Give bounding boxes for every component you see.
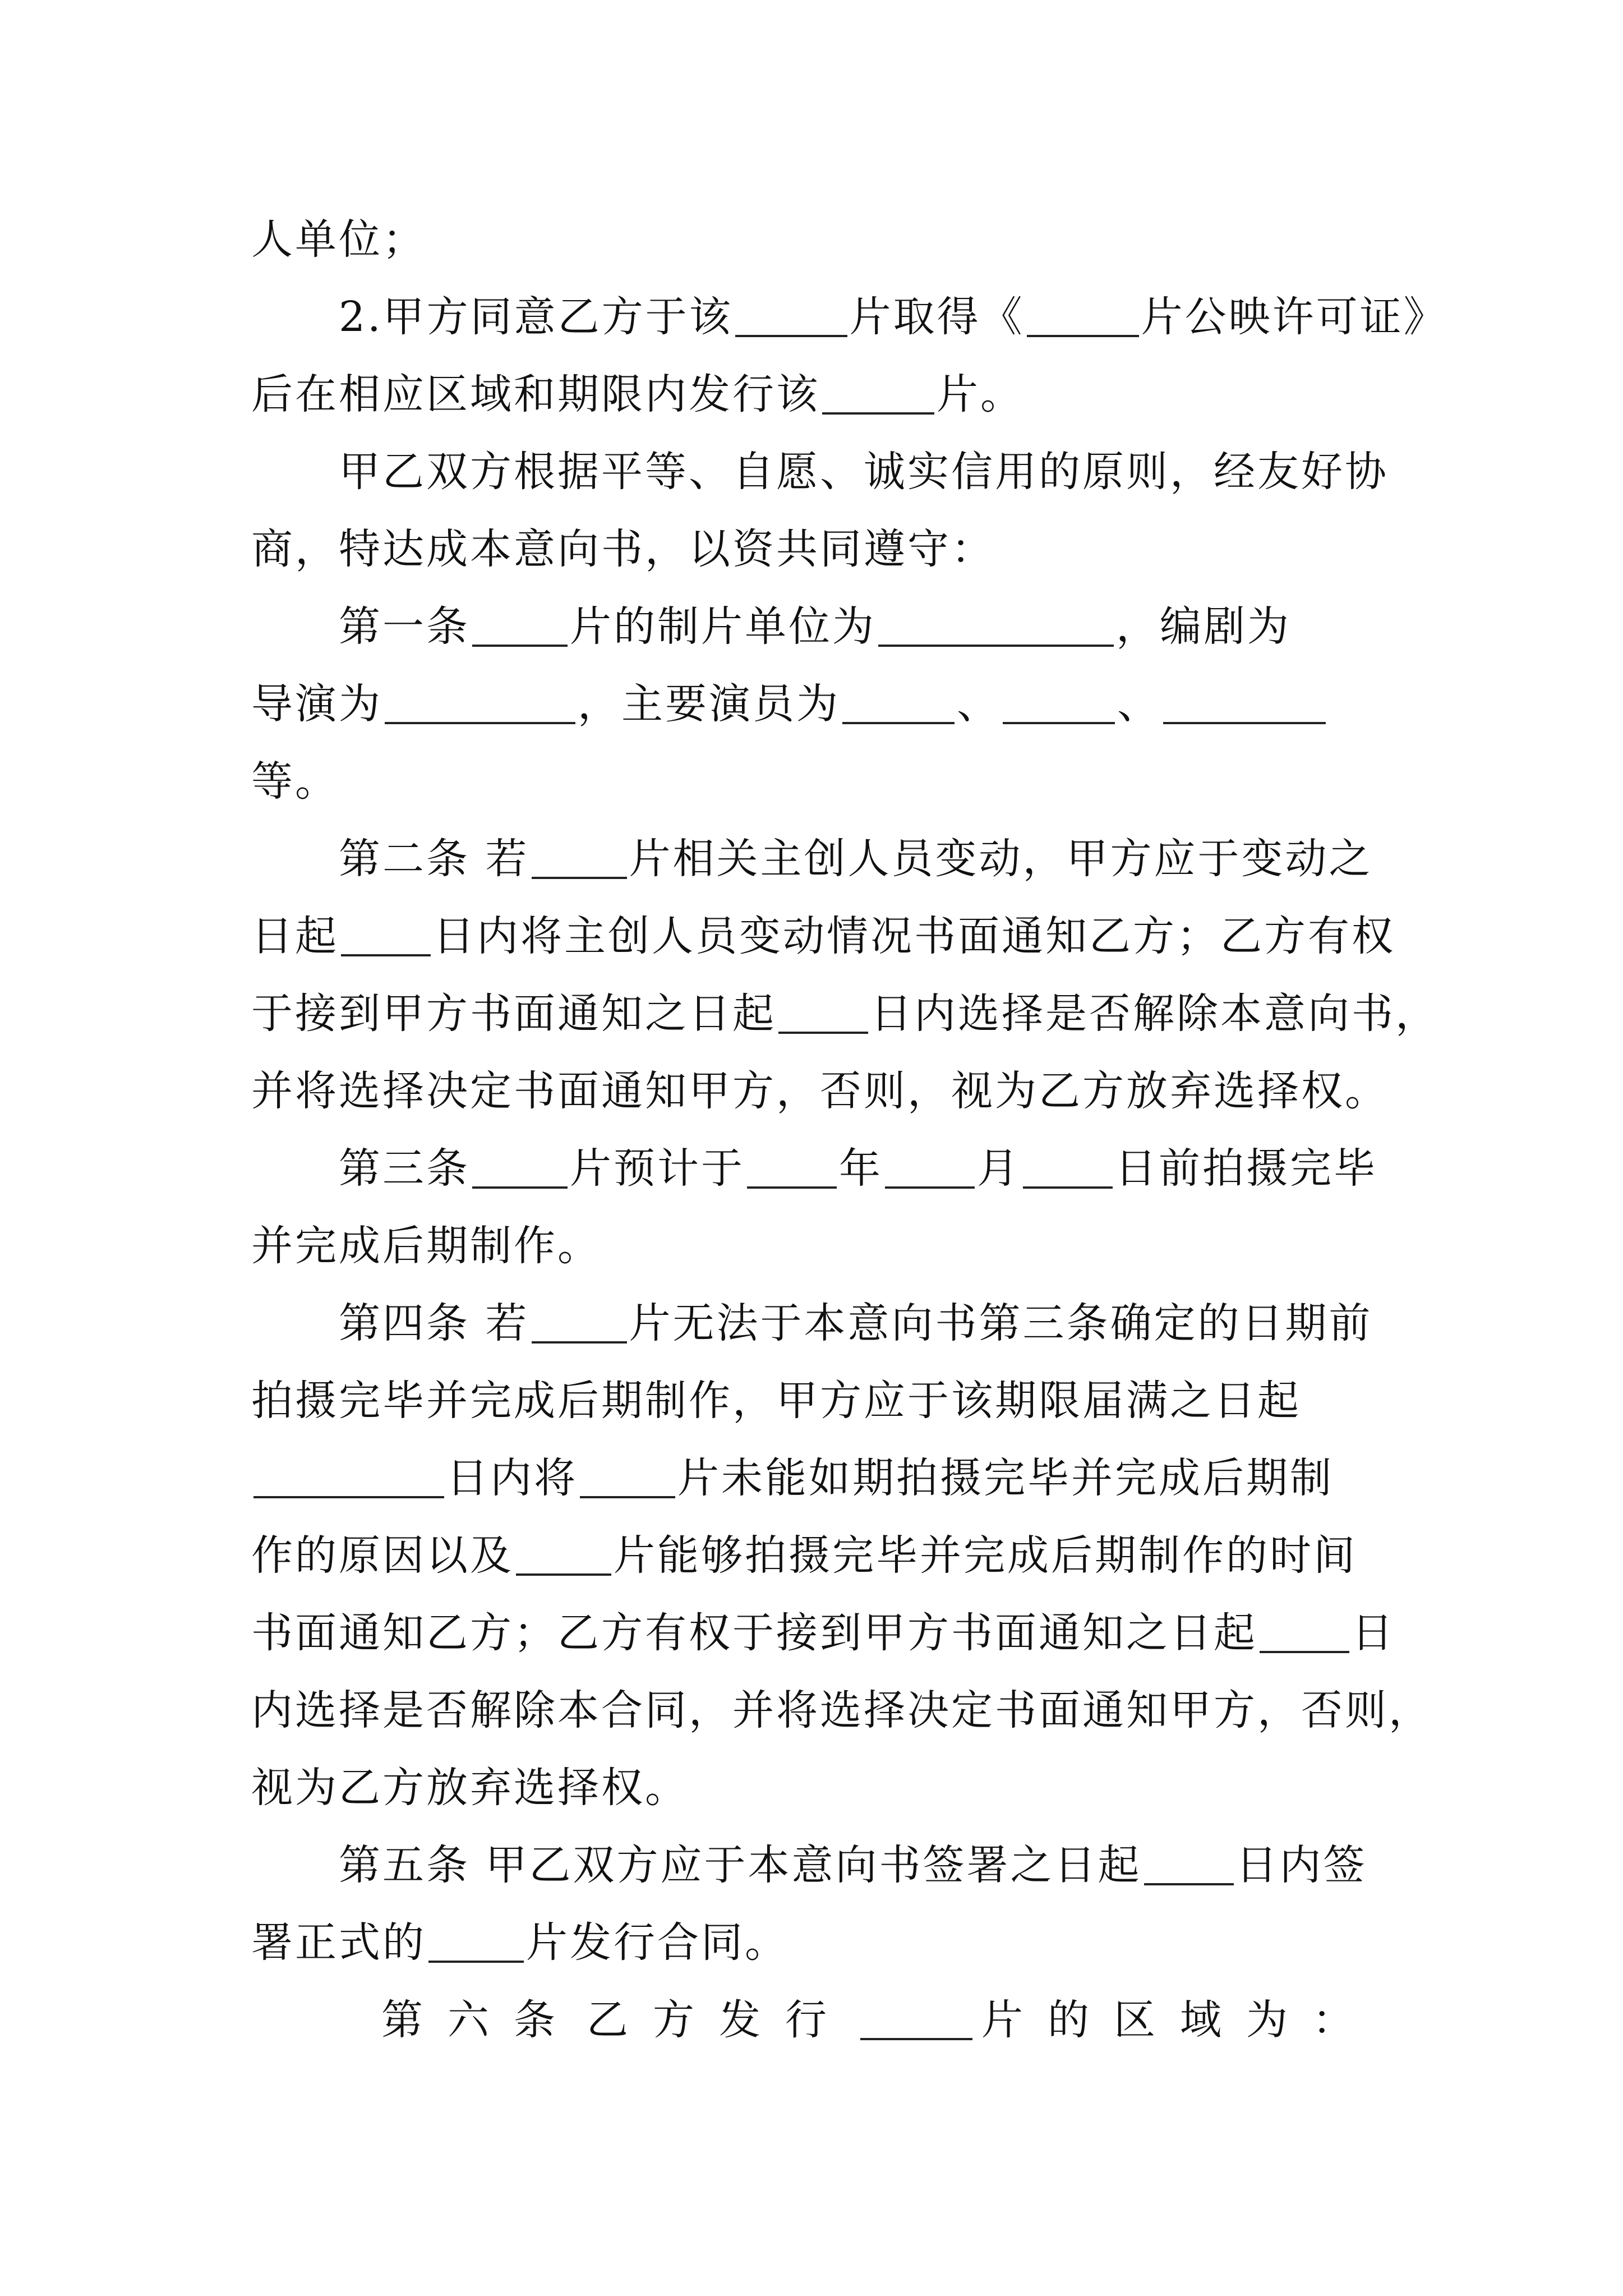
fill-blank: [1003, 684, 1115, 724]
text-line: [251, 1912, 1378, 1973]
fill-blank: [341, 916, 431, 956]
line-text: 日内将: [446, 1454, 578, 1502]
line-text: 拍摄完毕并完成后期制作，甲方应于该期限届满之日起: [251, 1377, 1301, 1425]
line-text: 2.甲方同意乙方于该: [339, 293, 733, 341]
text-line: [251, 1680, 1432, 1741]
line-text: 片发行合同。: [526, 1918, 789, 1967]
text-line: [251, 905, 1395, 967]
fill-blank: [842, 684, 955, 724]
text-line: [251, 751, 1378, 812]
line-text: 第三条: [339, 1144, 470, 1193]
fill-blank: [580, 1458, 675, 1498]
text-line: [339, 1292, 1378, 1354]
line-text: 人单位；: [251, 215, 426, 264]
fill-blank: [735, 297, 847, 337]
text-line: [251, 1757, 1378, 1819]
line-text: 后在相应区域和期限内发行该: [251, 370, 820, 418]
line-text: 片公映许可证》: [1141, 293, 1447, 341]
line-text: 作的原因以及: [251, 1531, 514, 1580]
line-text: 片。: [937, 370, 1024, 418]
fill-blank: [1260, 1613, 1349, 1653]
fill-blank: [1144, 1845, 1234, 1885]
line-text: 、: [957, 680, 1000, 728]
text-line: [339, 441, 1389, 503]
line-text: 并完成后期制作。: [251, 1222, 601, 1270]
text-line: [339, 1138, 1378, 1199]
text-line: [251, 1525, 1378, 1586]
line-text: 并将选择决定书面通知甲方，否则，视为乙方放弃选择权。: [251, 1067, 1389, 1115]
line-text: 内选择是否解除本合同，并将选择决定书面通知甲方，否则，: [251, 1686, 1432, 1734]
fill-blank: [878, 606, 1114, 647]
fill-blank: [822, 374, 934, 415]
line-text: 片相关主创人员变动，甲方应于变动之: [629, 835, 1373, 883]
line-text: 片预计于: [570, 1144, 745, 1193]
fill-blank: [1023, 1148, 1113, 1189]
line-text: 署正式的: [251, 1918, 426, 1967]
fill-blank: [472, 606, 568, 647]
line-text: 日前拍摄完毕: [1115, 1144, 1377, 1193]
line-text: 日: [1352, 1609, 1395, 1657]
line-text: 书面通知乙方；乙方有权于接到甲方书面通知之日起: [251, 1609, 1257, 1657]
text-line: [339, 1834, 1378, 1896]
fill-blank: [385, 684, 575, 724]
line-text: 等。: [251, 757, 339, 806]
line-text: 片未能如期拍摄完毕并完成后期制: [677, 1454, 1334, 1502]
text-line: [251, 518, 1378, 580]
fill-blank: [860, 2000, 972, 2040]
line-text: 第二条 若: [339, 835, 529, 883]
text-line: [339, 596, 1378, 657]
line-text: 月: [977, 1144, 1021, 1193]
line-text: 第五条 甲乙双方应于本意向书签署之日起: [339, 1841, 1142, 1889]
fill-blank: [428, 1922, 524, 1963]
line-text: 第四条 若: [339, 1299, 529, 1347]
text-line: [251, 673, 1378, 735]
fill-blank: [253, 1458, 444, 1498]
line-text: 日内选择是否解除本意向书，: [870, 990, 1439, 1038]
fill-blank: [885, 1148, 975, 1189]
text-line: [251, 364, 1378, 425]
line-text: 片的制片单位为: [570, 602, 876, 651]
line-text: 片能够拍摄完毕并完成后期制作的时间: [614, 1531, 1357, 1580]
line-text: 第一条: [339, 602, 470, 651]
line-text: 导演为: [251, 680, 382, 728]
line-text: 、: [1117, 680, 1161, 728]
line-text: 第六条: [381, 1996, 580, 2044]
fill-blank: [1163, 684, 1326, 724]
text-line: [339, 828, 1378, 890]
fill-blank: [472, 1148, 568, 1189]
fill-blank: [1027, 297, 1139, 337]
text-line: [251, 1060, 1389, 1122]
fill-blank: [532, 1303, 627, 1343]
text-line: [251, 1370, 1378, 1432]
line-text: 片无法于本意向书第三条确定的日期前: [629, 1299, 1373, 1347]
line-text: 乙方发行: [587, 1996, 851, 2044]
fill-blank: [747, 1148, 837, 1189]
text-line: [251, 1602, 1395, 1664]
line-text: 片的区域为：: [981, 1996, 1378, 2044]
line-text: 年: [839, 1144, 883, 1193]
line-text: 日起: [251, 912, 339, 960]
fill-blank: [532, 839, 627, 879]
text-line: [339, 286, 1447, 348]
text-line: [251, 1447, 1378, 1509]
line-text: 日内签: [1235, 1841, 1367, 1889]
line-text: ，主要演员为: [578, 680, 840, 728]
line-text: 商，特达成本意向书，以资共同遵守：: [251, 525, 995, 573]
text-line: [251, 983, 1439, 1045]
fill-blank: [778, 993, 868, 1034]
text-line: [251, 209, 1378, 270]
line-text: 甲乙双方根据平等、自愿、诚实信用的原则，经友好协: [339, 448, 1389, 496]
line-text: 日内将主创人员变动情况书面通知乙方；乙方有权: [433, 912, 1395, 960]
text-line: [251, 1215, 1378, 1277]
fill-blank: [516, 1535, 611, 1576]
line-text: 视为乙方放弃选择权。: [251, 1764, 689, 1812]
line-text: 于接到甲方书面通知之日起: [251, 990, 776, 1038]
text-line: [381, 1989, 1378, 2051]
line-text: ，编剧为: [1116, 602, 1291, 651]
line-text: 片取得《: [849, 293, 1025, 341]
